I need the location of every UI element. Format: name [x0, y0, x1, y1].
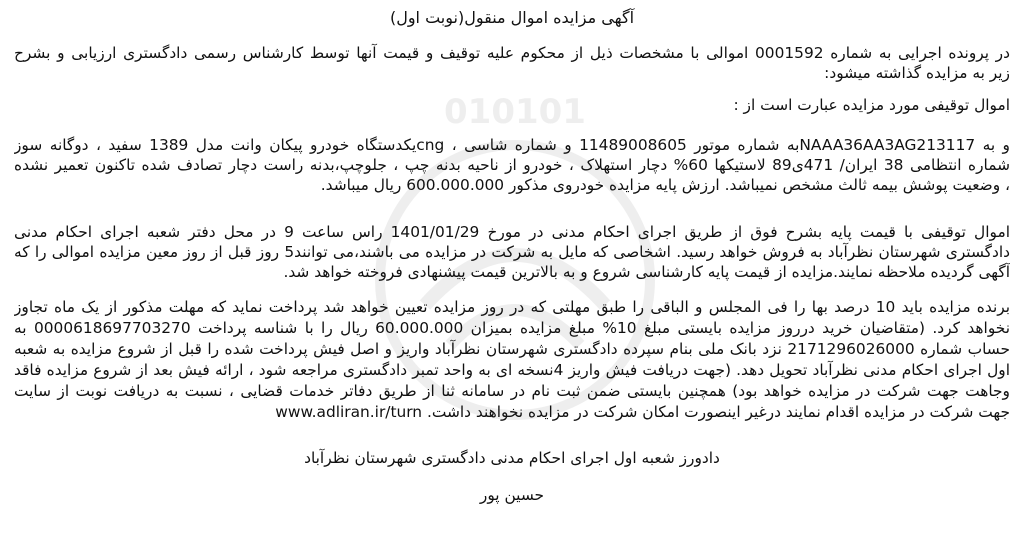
items-heading: اموال توقیفی مورد مزایده عبارت است از :: [733, 96, 1010, 114]
intro-line-1: در پرونده اجرایی به شماره 0001592 اموالی با مشخصات ذیل از محکوم علیه توقیف و قیمت آنها توسط کارشناس رسمی دادگستری ارزیابی و بشرح: [14, 44, 1010, 62]
auction-terms-line-3: آگهی گردیده ملاحظه نمایند.مزایده از قیمت پایه کارشناسی شروع و به بالاترین قیمت پیشنهادی فروخته خواهد شد.: [283, 263, 1010, 281]
signature-office: دادورز شعبه اول اجرای احکام مدنی دادگستری شهرستان نظرآباد: [304, 449, 720, 467]
payment-terms-line-3: حساب شماره 2171296026000 نزد بانک ملی بنام سپرده دادگستری شهرستان نظرآباد واریز و اصل فیش پرداخت شده را قبل از شروع مزایده به شعبه: [14, 340, 1010, 358]
payment-terms-line-2: نخواهد کرد. (متقاضیان خرید درروز مزایده بایستی مبلغ 10% مبلغ مزایده بمیزان 60.000.000 ریال را با شناسه پرداخت 0000618697703270 به: [14, 319, 1010, 337]
intro-line-2: زیر به مزایده گذاشته میشود:: [824, 64, 1010, 82]
notice-title: آگهی مزایده اموال منقول(نوبت اول): [389, 8, 635, 27]
property-line-2: شماره انتظامی 38 ایران/ 471ی89 لاستیکها 60% دچار استهلاک ، خودرو از ناحیه بدنه چپ ، جلوچپ،بدنه راست دچار تصادف شده تاکنون تعمیر نشده: [14, 156, 1010, 174]
payment-terms-line-5: وجاهت جهت شرکت در مزایده خواهد بود) همچنین بایستی ضمن ثبت نام در سامانه ثنا از طریق دفاتر خدمات قضایی ، نسبت به دریافت نوبت از سایت: [14, 382, 1010, 400]
svg-text:010101: 010101: [444, 95, 586, 132]
signature-name: حسین پور: [479, 486, 545, 504]
payment-terms-line-1: برنده مزایده باید 10 درصد بها را فی المجلس و الباقی را طبق مهلتی که در روز مزایده تعیین خواهد شد پرداخت نماید که مهلت مذکور از یک ماه تجاوز: [14, 298, 1010, 316]
property-line-1: و به NAAA36AA3AG213117به شماره موتور 11489008605 و شماره شاسی ، cngیکدستگاه خودرو پیکان وانت مدل 1389 سفید ، دوگانه سوز: [14, 136, 1010, 154]
property-line-3: ، وضعیت پوشش بیمه ثالث مشخص نمیباشد. ارزش پایه مزایده خودروی مذکور 600.000.000 ریال میباشد.: [320, 176, 1010, 194]
auction-terms-line-1: اموال توقیفی با قیمت پایه بشرح فوق از طریق اجرای احکام مدنی در مورخ 1401/01/29 راس ساعت 9 در محل دفتر شعبه اجرای احکام مدنی: [14, 223, 1010, 241]
auction-terms-line-2: دادگستری شهرستان نظرآباد به فروش خواهد رسید. اشخاصی که مایل به شرکت در مزایده می باشند،می توانند5 روز قبل از روز معین مزایده اموالی را که: [14, 243, 1010, 261]
payment-terms-line-6: جهت شرکت در مزایده اقدام نمایند درغیر اینصورت امکان شرکت در مزایده نخواهند داشت. www.adliran.ir/turn: [275, 403, 1010, 421]
payment-terms-line-4: اول اجرای احکام مدنی نظرآباد تحویل دهد. (جهت دریافت فیش واریز 4نسخه ای به واحد تمبر دادگستری مراجعه شود ، ارائه فیش بعد از شروع مزایده فاقد: [14, 361, 1010, 379]
